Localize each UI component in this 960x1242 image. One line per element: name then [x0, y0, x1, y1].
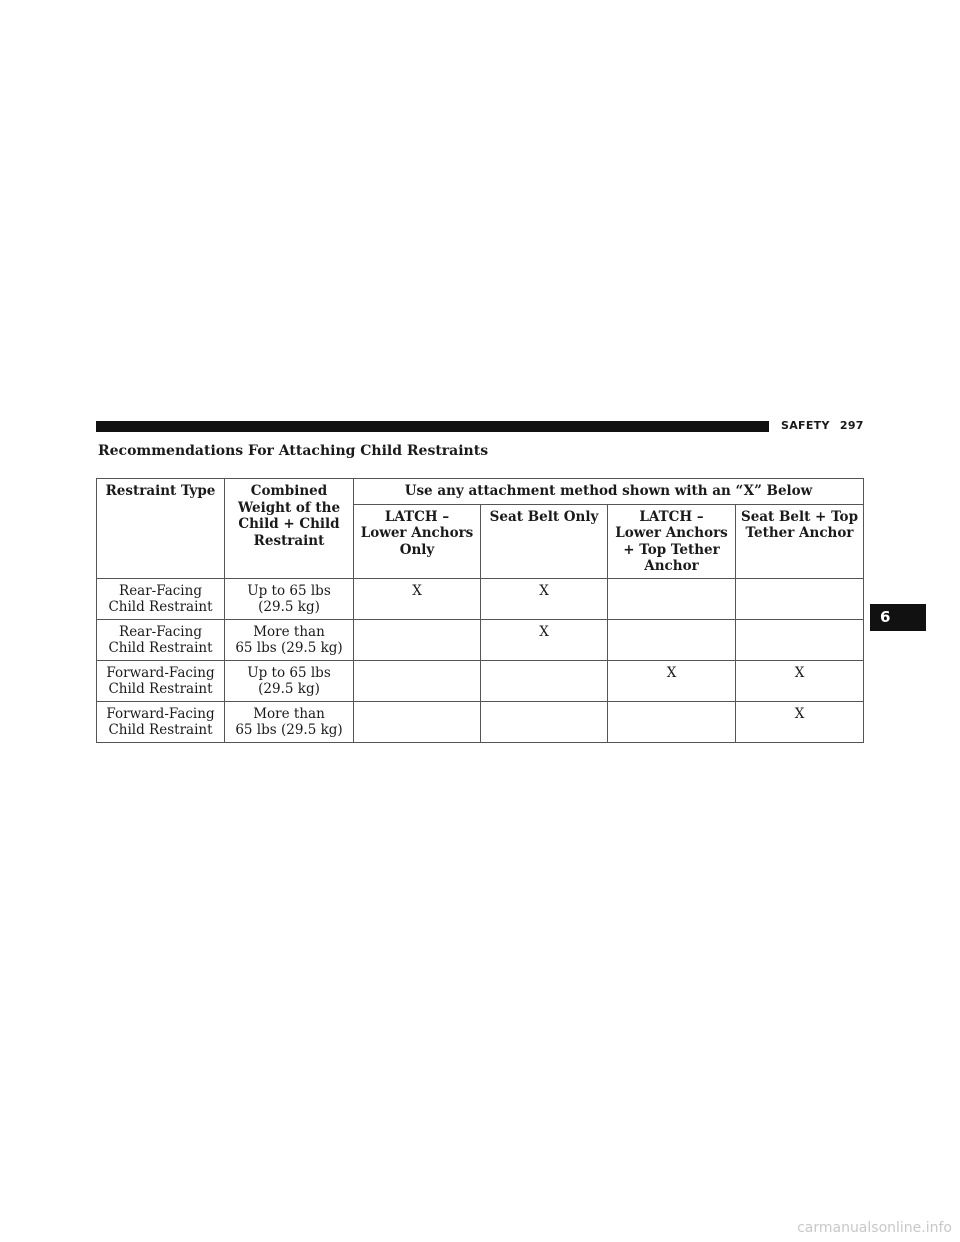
cell-weight: More than 65 lbs (29.5 kg) [225, 619, 354, 660]
running-header [781, 419, 864, 432]
header-latch-lower-anchors: LATCH – Lower Anchors Only [354, 504, 481, 578]
chapter-tab: 6 [870, 604, 926, 631]
cell-restraint-type: Rear-Facing Child Restraint [97, 578, 225, 619]
header-attachment-method: Use any attachment method shown with an “X” Below [354, 479, 864, 505]
cell-latch-top [608, 619, 736, 660]
cell-latch-lower [354, 701, 481, 742]
cell-seat-belt-top [736, 619, 864, 660]
table-row [97, 660, 864, 701]
cell-latch-top [608, 701, 736, 742]
cell-seat-belt [481, 701, 608, 742]
cell-latch-top: X [608, 660, 736, 701]
header-seat-belt-only: Seat Belt Only [481, 504, 608, 578]
cell-latch-lower [354, 619, 481, 660]
cell-seat-belt-top: X [736, 660, 864, 701]
cell-restraint-type: Rear-Facing Child Restraint [97, 619, 225, 660]
cell-seat-belt-top: X [736, 701, 864, 742]
header-latch-top-tether: LATCH – Lower Anchors + Top Tether Anchor [608, 504, 736, 578]
cell-seat-belt [481, 660, 608, 701]
header-rule [96, 421, 769, 432]
cell-latch-lower: X [354, 578, 481, 619]
table-header-row [97, 479, 864, 505]
child-restraint-table [96, 478, 864, 743]
section-name: SAFETY [781, 419, 830, 432]
table-row [97, 619, 864, 660]
header-restraint-type: Restraint Type [97, 479, 225, 579]
cell-latch-top [608, 578, 736, 619]
header-seat-belt-top-tether: Seat Belt + Top Tether Anchor [736, 504, 864, 578]
section-title: Recommendations For Attaching Child Restraints [98, 443, 489, 459]
watermark: carmanualsonline.info [797, 1220, 952, 1236]
cell-seat-belt: X [481, 619, 608, 660]
cell-weight: Up to 65 lbs (29.5 kg) [225, 578, 354, 619]
table-row [97, 701, 864, 742]
cell-seat-belt-top [736, 578, 864, 619]
table-row [97, 578, 864, 619]
page-number: 297 [839, 419, 864, 432]
cell-weight: Up to 65 lbs (29.5 kg) [225, 660, 354, 701]
cell-latch-lower [354, 660, 481, 701]
cell-seat-belt: X [481, 578, 608, 619]
cell-weight: More than 65 lbs (29.5 kg) [225, 701, 354, 742]
cell-restraint-type: Forward-Facing Child Restraint [97, 701, 225, 742]
cell-restraint-type: Forward-Facing Child Restraint [97, 660, 225, 701]
header-combined-weight: Combined Weight of the Child + Child Restraint [225, 479, 354, 579]
